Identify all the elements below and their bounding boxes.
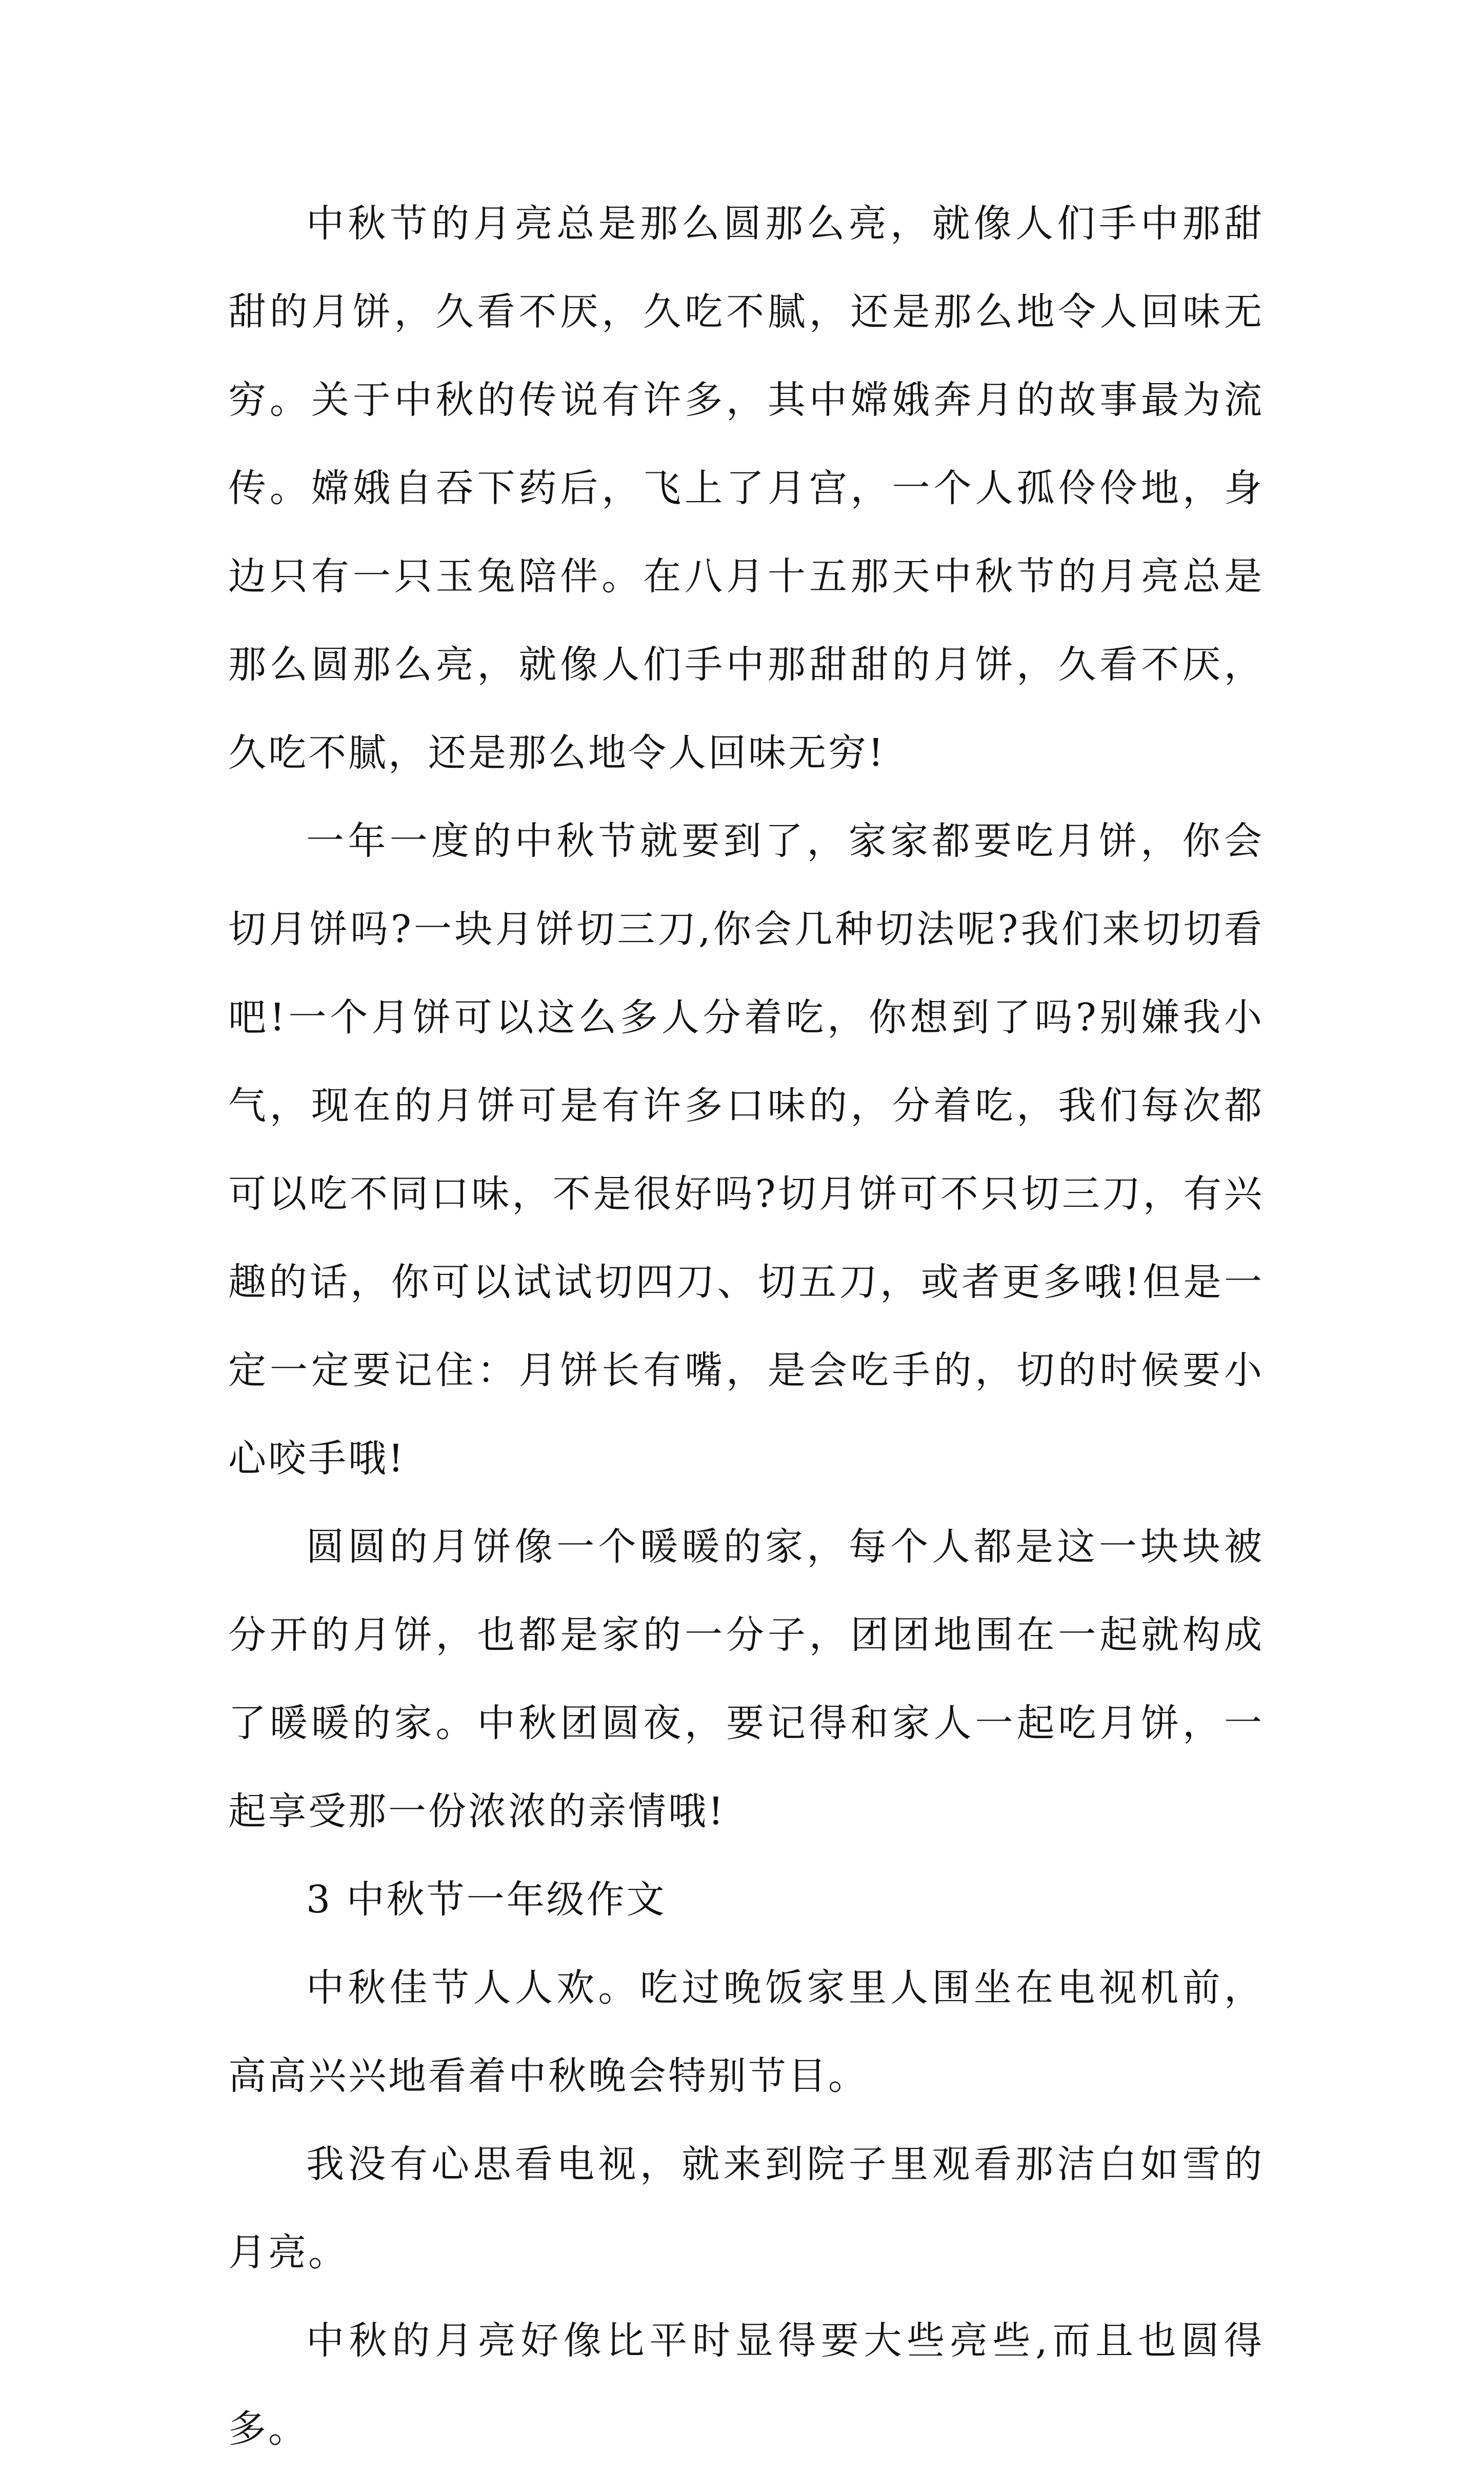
paragraph-2: 一年一度的中秋节就要到了，家家都要吃月饼，你会切月饼吗?一块月饼切三刀,你会几种切法呢?我们来切切看吧!一个月饼可以这么多人分着吃，你想到了吗?别嫌我小气，现在的月饼可是有许多口味的，分着吃，我们每次都可以吃不同口味，不是很好吗?切月饼可不只切三刀，有兴趣的话，你可以试试切四刀、切五刀，或者更多哦!但是一定一定要记住：月饼长有嘴，是会吃手的，切的时候要小心咬手哦! [228,819,1264,1481]
paragraph-1: 中秋节的月亮总是那么圆那么亮，就像人们手中那甜甜的月饼，久看不厌，久吃不腻，还是那么地令人回味无穷。关于中秋的传说有许多，其中嫦娥奔月的故事最为流传。嫦娥自吞下药后，飞上了月宫，一个人孤伶伶地，身边只有一只玉兔陪伴。在八月十五那天中秋节的月亮总是那么圆那么亮，就像人们手中那甜甜的月饼，久看不厌，久吃不腻，还是那么地令人回味无穷! [228,202,1264,775]
paragraph-3: 圆圆的月饼像一个暖暖的家，每个人都是这一块块被分开的月饼，也都是家的一分子，团团地围在一起就构成了暖暖的家。中秋团圆夜，要记得和家人一起吃月饼，一起享受那一份浓浓的亲情哦! [228,1525,1264,1833]
section-heading: 3 中秋节一年级作文 [306,1878,667,1922]
paragraph-5: 我没有心思看电视，就来到院子里观看那洁白如雪的月亮。 [228,2142,1264,2275]
paragraph-4: 中秋佳节人人欢。吃过晚饭家里人围坐在电视机前，高高兴兴地看着中秋晚会特别节目。 [228,1966,1264,2098]
paragraph-6: 中秋的月亮好像比平时显得要大些亮些,而且也圆得多。 [228,2319,1264,2451]
document-body [228,180,1264,2473]
